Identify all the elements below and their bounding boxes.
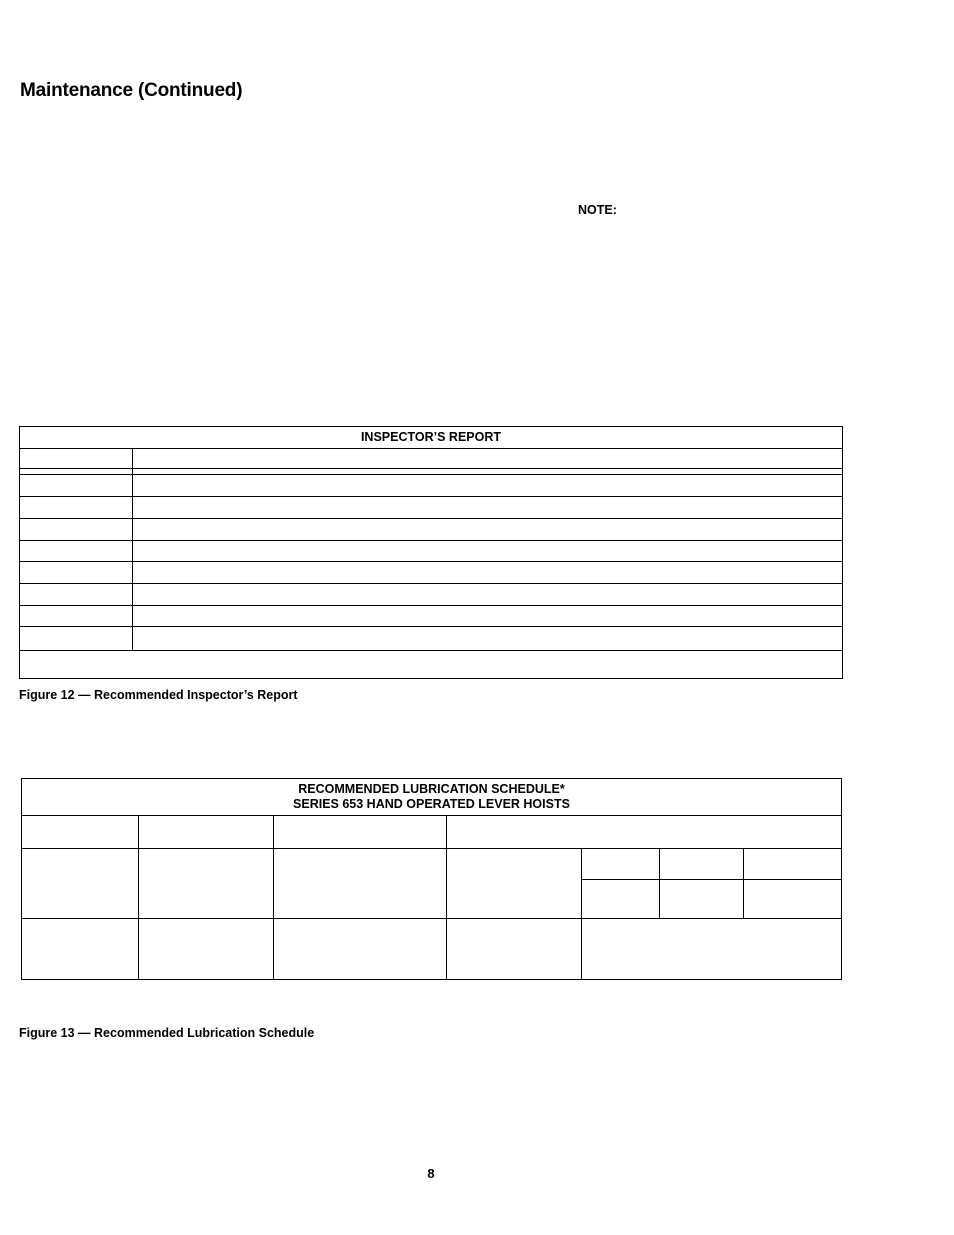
table-row	[20, 627, 842, 651]
table-row	[20, 584, 842, 606]
table-row	[20, 562, 842, 584]
table-cell	[20, 519, 133, 540]
lubrication-schedule-title	[22, 779, 841, 816]
table-footer-row	[20, 651, 842, 679]
table-row	[20, 606, 842, 627]
table-cell	[133, 469, 842, 474]
lubrication-schedule-title-line1: RECOMMENDED LUBRICATION SCHEDULE*	[298, 782, 565, 796]
page-heading: Maintenance (Continued)	[20, 80, 243, 101]
table-rule	[138, 816, 139, 979]
table-cell	[133, 584, 842, 605]
inspector-report-table	[19, 426, 843, 679]
table-rule	[446, 816, 447, 979]
table-rule	[22, 848, 841, 849]
figure-12-caption: Figure 12 — Recommended Inspector’s Report	[19, 688, 298, 702]
figure-13-caption: Figure 13 — Recommended Lubrication Schedule	[19, 1026, 315, 1040]
table-rule	[273, 816, 274, 979]
table-row	[20, 541, 842, 562]
page-number: 8	[427, 1166, 435, 1181]
table-cell	[20, 475, 133, 496]
lubrication-schedule-table	[21, 778, 842, 980]
table-cell	[20, 497, 133, 518]
table-cell	[20, 541, 133, 561]
table-cell	[20, 469, 133, 474]
table-rule	[743, 848, 744, 918]
table-cell	[20, 627, 133, 650]
table-cell	[133, 541, 842, 561]
table-cell	[133, 497, 842, 518]
table-cell	[133, 519, 842, 540]
table-cell	[133, 449, 842, 468]
table-row	[20, 475, 842, 497]
table-rule	[581, 848, 582, 979]
table-row	[20, 449, 842, 469]
table-cell	[133, 475, 842, 496]
table-row	[20, 497, 842, 519]
lubrication-schedule-title-line2: SERIES 653 HAND OPERATED LEVER HOISTS	[293, 797, 570, 811]
table-cell	[133, 562, 842, 583]
table-cell	[20, 584, 133, 605]
table-rule	[22, 918, 841, 919]
table-rule	[659, 848, 660, 918]
table-cell	[133, 627, 842, 650]
table-cell	[20, 606, 133, 626]
table-row	[20, 519, 842, 541]
table-cell	[20, 562, 133, 583]
table-rule	[581, 879, 841, 880]
note-label: NOTE:	[578, 203, 617, 217]
table-cell	[133, 606, 842, 626]
inspector-report-title: INSPECTOR’S REPORT	[20, 427, 842, 449]
table-cell	[20, 449, 133, 468]
